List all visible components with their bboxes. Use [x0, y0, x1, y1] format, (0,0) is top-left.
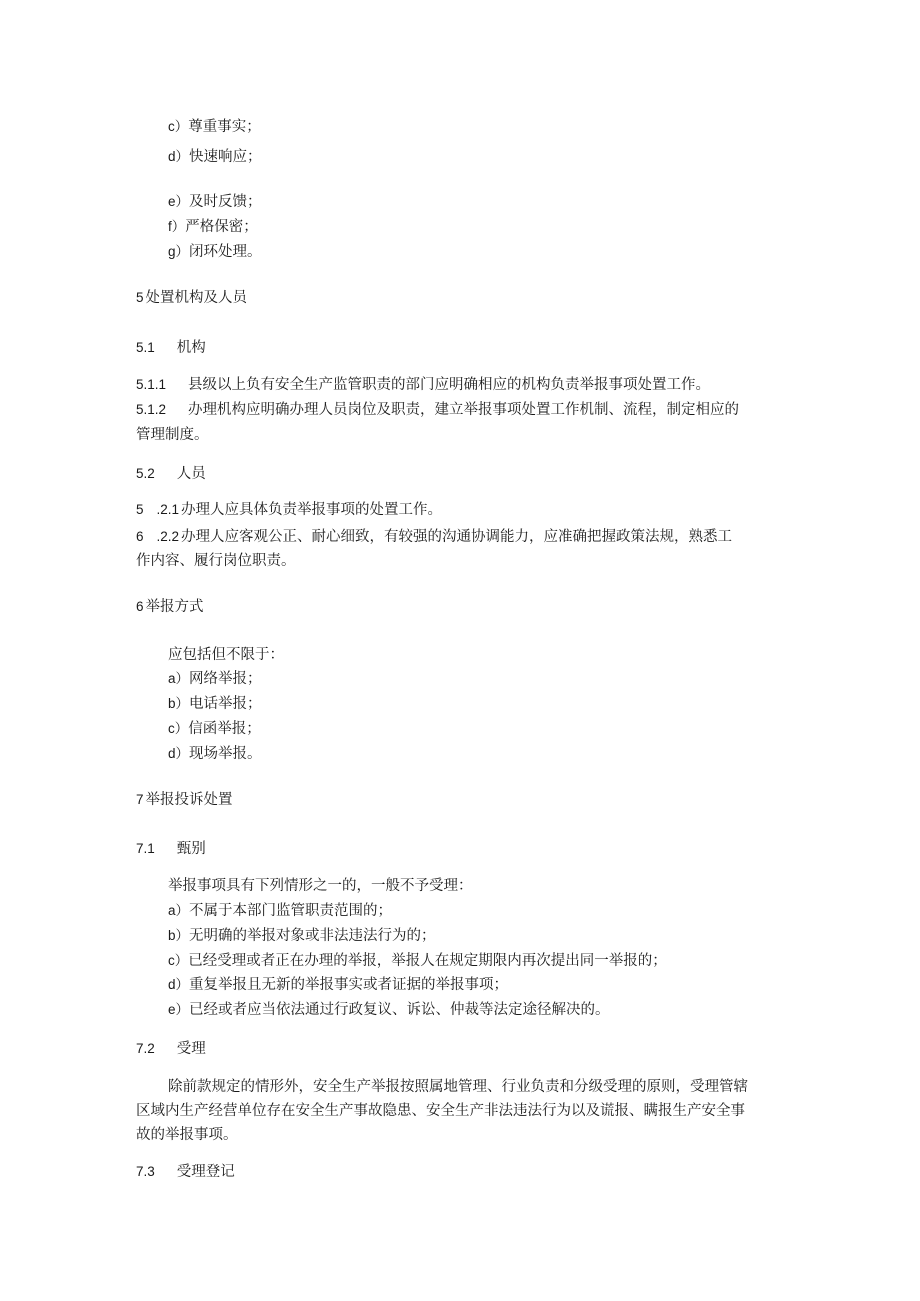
list-text: 快速响应； [189, 149, 262, 165]
list-text: 闭环处理。 [189, 244, 262, 260]
list-item [168, 217, 258, 237]
clause-number-part: 5 [136, 502, 144, 517]
subsection-heading-7-2 [136, 1039, 206, 1059]
list-label: c） [168, 953, 189, 968]
subsection-heading-5-1 [136, 338, 206, 358]
list-label: a） [168, 903, 190, 918]
paragraph-line [136, 1101, 745, 1121]
list-text: 及时反馈； [189, 194, 262, 210]
list-label: a） [168, 671, 190, 686]
list-item [168, 901, 392, 921]
list-text: 无明确的举报对象或非法违法行为的； [189, 928, 436, 944]
heading-text: 举报投诉处置 [145, 792, 233, 808]
list-text: 网络举报； [189, 671, 262, 687]
list-label: b） [168, 696, 190, 711]
paragraph-line [136, 1125, 238, 1145]
heading-text: 受理登记 [176, 1164, 235, 1180]
list-text: 不属于本部门监管职责范围的； [189, 903, 393, 919]
clause-5-2-2 [136, 527, 732, 547]
clause-text: 县级以上负有安全生产监管职责的部门应明确相应的机构负责举报事项处置工作。 [188, 377, 711, 393]
list-item [168, 117, 261, 137]
list-item [168, 669, 262, 689]
clause-5-1-2-continued [136, 425, 209, 445]
clause-5-2-1 [136, 500, 442, 520]
heading-number: 7.2 [136, 1041, 155, 1056]
heading-text: 甄别 [176, 841, 206, 857]
paragraph-text: 故的举报事项。 [136, 1127, 238, 1143]
heading-text: 处置机构及人员 [145, 290, 248, 306]
list-label: c） [168, 119, 189, 134]
list-item [168, 694, 262, 714]
paragraph-text: 除前款规定的情形外，安全生产举报按照属地管理、行业负责和分级受理的原则，受理管辖 [168, 1079, 748, 1095]
list-label: b） [168, 928, 190, 943]
list-item [168, 192, 262, 212]
list-item [168, 147, 262, 167]
clause-text: 管理制度。 [136, 427, 209, 443]
intro-text: 应包括但不限于： [168, 647, 284, 663]
section-intro [168, 645, 284, 665]
list-text: 严格保密； [185, 219, 258, 235]
clause-number: 5.1.1 [136, 377, 167, 392]
clause-text: 作内容、履行岗位职责。 [136, 553, 296, 569]
list-item [168, 744, 262, 764]
clause-number: 5.1.2 [136, 402, 167, 417]
list-label: g） [168, 244, 190, 259]
list-text: 已经或者应当依法通过行政复议、诉讼、仲裁等法定途径解决的。 [189, 1002, 610, 1018]
clause-5-1-2 [136, 400, 739, 420]
subsection-heading-7-1 [136, 839, 206, 859]
list-item [168, 926, 436, 946]
list-item [168, 975, 508, 995]
heading-text: 举报方式 [145, 599, 204, 615]
list-label: e） [168, 1002, 190, 1017]
clause-5-1-1 [136, 375, 710, 395]
list-label: d） [168, 746, 190, 761]
section-intro [168, 876, 473, 896]
section-heading-6 [136, 597, 204, 617]
subsection-heading-7-3 [136, 1162, 235, 1182]
intro-text: 举报事项具有下列情形之一的，一般不予受理： [168, 878, 473, 894]
clause-5-2-2-continued [136, 551, 296, 571]
paragraph-line [168, 1077, 748, 1097]
subsection-heading-5-2 [136, 464, 206, 484]
heading-text: 机构 [176, 340, 206, 356]
heading-number: 7.1 [136, 841, 155, 856]
section-heading-5 [136, 288, 247, 308]
list-item [168, 242, 262, 262]
clause-number-part: .2.1 [156, 502, 180, 517]
heading-number: 6 [136, 599, 144, 614]
list-text: 信函举报； [188, 721, 261, 737]
list-label: d） [168, 977, 190, 992]
list-label: d） [168, 149, 190, 164]
clause-text: 办理人应具体负责举报事项的处置工作。 [181, 502, 443, 518]
clause-text: 办理机构应明确办理人员岗位及职责，建立举报事项处置工作机制、流程，制定相应的 [188, 402, 740, 418]
heading-text: 受理 [176, 1041, 206, 1057]
section-heading-7 [136, 790, 233, 810]
list-label: f） [168, 219, 186, 234]
clause-number-part: 6 [136, 529, 144, 544]
list-text: 已经受理或者正在办理的举报，举报人在规定期限内再次提出同一举报的； [188, 953, 667, 969]
list-item [168, 951, 667, 971]
list-item [168, 719, 261, 739]
list-text: 尊重事实； [188, 119, 261, 135]
clause-number-part: .2.2 [156, 529, 180, 544]
list-label: c） [168, 721, 189, 736]
heading-number: 5 [136, 290, 144, 305]
heading-number: 5.1 [136, 340, 155, 355]
list-item [168, 1000, 610, 1020]
heading-number: 7.3 [136, 1164, 155, 1179]
heading-number: 5.2 [136, 466, 155, 481]
list-label: e） [168, 194, 190, 209]
paragraph-text: 区域内生产经营单位存在安全生产事故隐患、安全生产非法违法行为以及谎报、瞒报生产安全事 [136, 1103, 745, 1119]
heading-number: 7 [136, 792, 144, 807]
list-text: 重复举报且无新的举报事实或者证据的举报事项； [189, 977, 509, 993]
list-text: 现场举报。 [189, 746, 262, 762]
list-text: 电话举报； [189, 696, 262, 712]
clause-text: 办理人应客观公正、耐心细致，有较强的沟通协调能力，应准确把握政策法规，熟悉工 [181, 529, 733, 545]
heading-text: 人员 [176, 466, 206, 482]
